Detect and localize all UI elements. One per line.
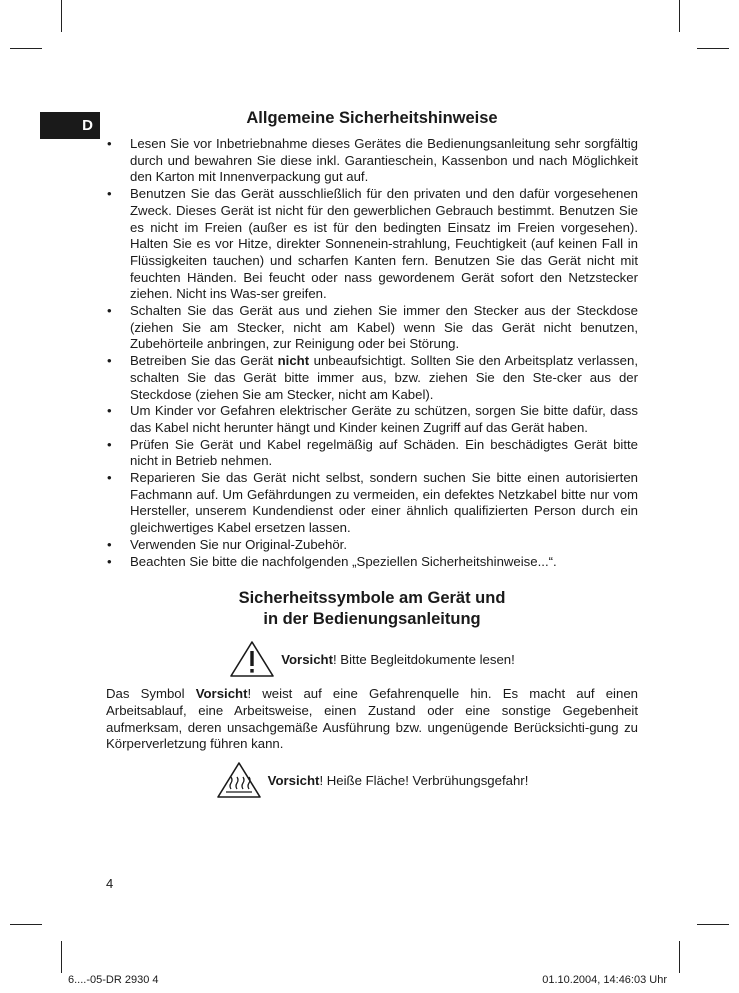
section-title-safety-symbols: [106, 588, 638, 630]
warning-text: [281, 652, 515, 667]
paragraph-keyword: Vorsicht: [195, 686, 248, 702]
crop-mark: [10, 48, 42, 49]
warning-hot-surface: [106, 761, 638, 799]
warning-message: ! Heiße Fläche! Verbrühungsgefahr!: [319, 772, 529, 788]
section-title-line: in der Bedienungsanleitung: [263, 610, 481, 629]
warning-read-documents: [106, 640, 638, 678]
emphasis-nicht: nicht: [277, 353, 310, 369]
warning-keyword: Vorsicht: [267, 772, 320, 788]
warning-keyword: Vorsicht: [281, 651, 333, 667]
warning-message: ! Bitte Begleitdokumente lesen!: [332, 651, 515, 667]
paragraph-text: ! weist auf eine Gefahrenquelle hin. Es macht auf einen Arbeitsablauf, eine Arbeitsweise, einen Zustand oder eine sonstige Gegebenheit aufmerksam, deren unsachgemäße Ausführung bzw. ungenügende Berücksichti-gung zu Körperverletzung führen kann.: [106, 686, 638, 752]
list-item: • Prüfen Sie Gerät und Kabel regelmäßig auf Schäden. Ein beschädigtes Gerät bitte nicht in Betrieb nehmen.: [106, 437, 638, 470]
list-item-text: Betreiben Sie das Gerät: [130, 353, 278, 369]
section-title-line: Sicherheitssymbole am Gerät und: [238, 589, 506, 608]
crop-mark: [697, 48, 729, 49]
crop-mark: [61, 941, 62, 973]
page-number: 4: [106, 876, 114, 891]
list-item: [106, 353, 638, 403]
symbol-explanation: [106, 686, 638, 753]
warning-triangle-icon: [229, 640, 275, 678]
crop-mark: [10, 924, 42, 925]
list-item: • Verwenden Sie nur Original-Zubehör.: [106, 537, 638, 554]
list-item: • Um Kinder vor Gefahren elektrischer Geräte zu schützen, sorgen Sie bitte dafür, dass das Kabel nicht herunter hängt und Kinder keinen Zugriff auf das Gerät haben.: [106, 403, 638, 436]
warning-text: [268, 773, 529, 788]
crop-mark: [61, 0, 62, 32]
crop-mark: [679, 941, 680, 973]
language-tab: D: [40, 112, 100, 139]
footer-file-info: 6....-05-DR 2930 4: [68, 974, 159, 986]
list-item: • Beachten Sie bitte die nachfolgenden „Speziellen Sicherheitshinweise...“.: [106, 554, 638, 571]
safety-list: [106, 136, 638, 570]
hot-surface-icon: [216, 761, 262, 799]
list-item: • Benutzen Sie das Gerät ausschließlich für den privaten und den dafür vorgesehenen Zweck. Dieses Gerät ist nicht für den gewerblichen Gebrauch bestimmt. Benutzen Sie es nicht im Freien (außer es ist für den bedingten Einsatz im Freien vorgesehen). Halten Sie es vor Hitze, direkter Sonnenein-strahlung, Feuchtigkeit (auf keinen Fall in Flüssigkeiten tauchen) und scharfen Kanten fern. Benutzen Sie das Gerät nicht mit feuchten Händen. Bei feucht oder nass gewordenem Gerät sofort den Netzstecker ziehen. Nicht ins Was-ser greifen.: [106, 186, 638, 303]
footer-timestamp: 01.10.2004, 14:46:03 Uhr: [542, 974, 667, 986]
list-item: • Reparieren Sie das Gerät nicht selbst, sondern suchen Sie bitte einen autorisierten Fachmann auf. Um Gefährdungen zu vermeiden, ein defektes Netzkabel bitte nur vom Hersteller, unserem Kundendienst oder einer ähnlich qualifizierten Person durch ein gleichwertiges Kabel ersetzen lassen.: [106, 470, 638, 537]
page-content: [106, 108, 638, 799]
list-item: • Lesen Sie vor Inbetriebnahme dieses Gerätes die Bedienungsanleitung sehr sorgfältig durch und bewahren Sie diese inkl. Garantieschein, Kassenbon und nach Möglichkeit den Karton mit Innenverpackung gut auf.: [106, 136, 638, 186]
crop-mark: [679, 0, 680, 32]
paragraph-text: Das Symbol: [106, 686, 196, 702]
crop-mark: [697, 924, 729, 925]
list-item: • Schalten Sie das Gerät aus und ziehen Sie immer den Stecker aus der Steckdose (ziehen Sie am Stecker, nicht am Kabel) wenn Sie das Gerät nicht benutzen, Zubehörteile anbringen, zur Reinigung oder bei Störung.: [106, 303, 638, 353]
section-title-general-safety: Allgemeine Sicherheitshinweise: [246, 109, 498, 127]
list-item-text: unbeaufsichtigt. Sollten Sie den Arbeitsplatz verlassen, schalten Sie das Gerät bitte immer aus, bzw. ziehen Sie den Ste-cker aus der Steckdose (ziehen Sie am Stecker, nicht am Kabel).: [130, 353, 638, 402]
